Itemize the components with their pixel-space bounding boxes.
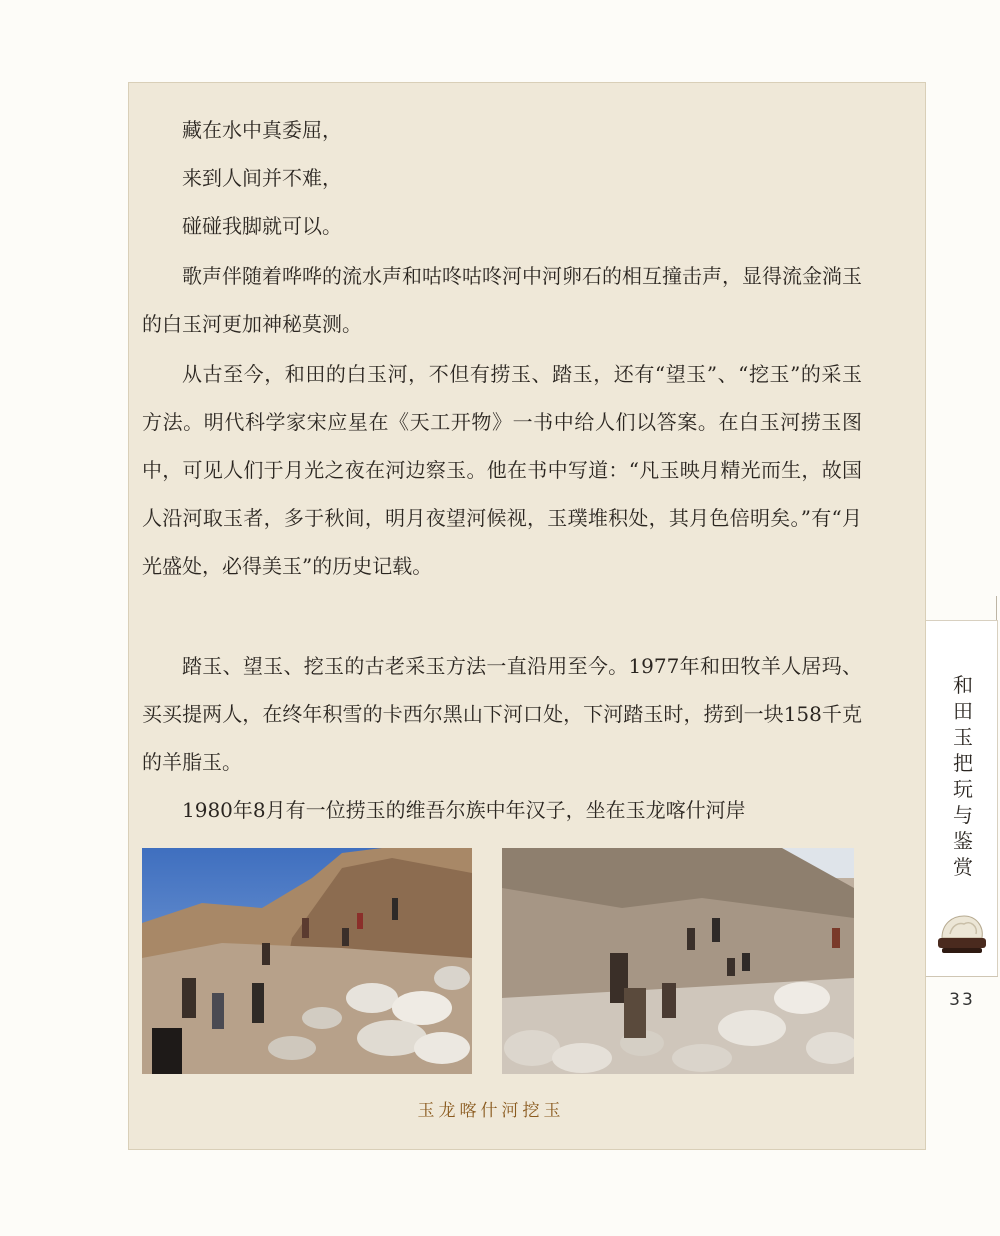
paragraph-3: 踏玉、望玉、挖玉的古老采玉方法一直沿用至今。1977年和田牧羊人居玛、买买提两人，在终年积雪的卡西尔黑山下河口处，下河踏玉时，捞到一块158千克的羊脂玉。 bbox=[142, 654, 862, 774]
side-tab-divider bbox=[926, 976, 998, 977]
jade-carving-icon bbox=[934, 908, 990, 956]
photo-jade-digging-right bbox=[502, 848, 854, 1074]
verse-line-1: 藏在水中真委屈， bbox=[182, 118, 342, 142]
paragraph-1: 歌声伴随着哗哗的流水声和咕咚咕咚河中河卵石的相互撞击声，显得流金淌玉的白玉河更加神秘莫测。 bbox=[142, 264, 862, 336]
photo-jade-digging-left bbox=[142, 848, 472, 1074]
paragraph-2: 从古至今，和田的白玉河，不但有捞玉、踏玉，还有“望玉”、“挖玉”的采玉方法。明代科学家宋应星在《天工开物》一书中给人们以答案。在白玉河捞玉图中，可见人们于月光之夜在河边察玉。他在书中写道：“凡玉映月精光而生，故国人沿河取玉者，多于秋间，明月夜望河候视，玉璞堆积处，其月色倍明矣。”有“月光盛处，必得美玉”的历史记载。 bbox=[142, 362, 862, 578]
book-title-vertical: 和田玉把玩与鉴赏 bbox=[953, 673, 973, 879]
photo-caption: 玉龙喀什河挖玉 bbox=[417, 1101, 565, 1121]
paragraph-4: 1980年8月有一位捞玉的维吾尔族中年汉子，坐在玉龙喀什河岸 bbox=[182, 798, 746, 822]
verse-line-3: 碰碰我脚就可以。 bbox=[182, 214, 342, 238]
verse-line-2: 来到人间并不难， bbox=[182, 166, 342, 190]
page-number: 33 bbox=[949, 990, 975, 1010]
